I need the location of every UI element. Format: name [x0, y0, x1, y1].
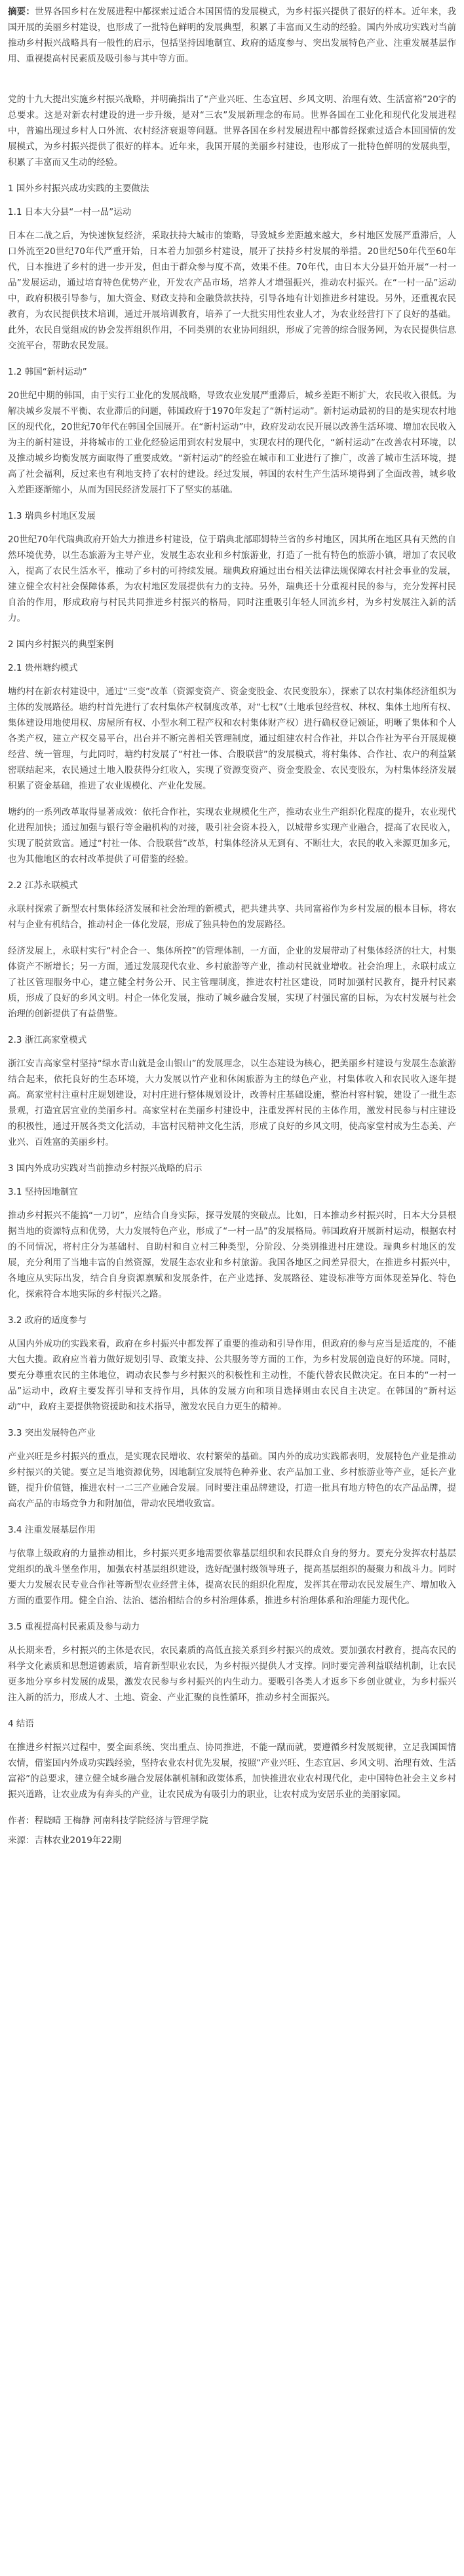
article-body — [8, 181, 456, 1802]
author-line: 作者：程晓晴 王梅静 河南科技学院经济与管理学院 — [8, 1816, 208, 1826]
intro-paragraph: 党的十九大提出实施乡村振兴战略，并明确指出了“产业兴旺、生态宜居、乡风文明、治理有效、生活富裕”20字的总要求。这是对新农村建设的进一步升级，是对“三农”发展新理念的布局。世界各国在工业化和现代化发展进程中，普遍出现过乡村人口外流、农村经济衰退等问题。世界各国在乡村发展进程中都曾经探索过适合本国国情的发展模式，为乡村振兴提供了很好的样本。近年来，我国开展的美丽乡村建设，也形成了一批特色鲜明的发展典型，积累了丰富而又生动的经验。 — [8, 94, 456, 168]
body-paragraph: 从长期来看，乡村振兴的主体是农民，农民素质的高低直接关系到乡村振兴的成效。要加强农村教育，提高农民的科学文化素质和思想道德素质，培育新型职业农民，为乡村振兴提供人才支撑。同时要完善利益联结机制，让农民更多地分享乡村发展的成果，激发农民参与乡村振兴的内生动力。要吸引各类人才返乡下乡创业就业，为乡村振兴注入新的活力，形成人才、土地、资金、产业汇聚的良性循环，推动乡村全面振兴。 — [8, 1645, 456, 1703]
body-paragraph: 20世纪70年代瑞典政府开始大力推进乡村建设，位于瑞典北部耶姆特兰省的乡村地区，因其所在地区具有天然的自然环境优势，以生态旅游为主导产业，发展生态农业和乡村旅游业，打造了一批有特色的旅游小镇，增加了农民收入，提高了农民生活水平，推动了乡村的可持续发展。瑞典政府通过出台相关法律法规保障农村社会事业的发展，建立健全农村社会保障体系，为农村地区发展提供有力的支持。另外，瑞典还十分重视村民的参与，充分发挥村民自治的作用，形成政府与村民共同推进乡村振兴的格局，同时注重吸引年轻人回流乡村，为乡村发展注入新的活力。 — [8, 534, 456, 624]
body-paragraph: 塘约的一系列改革取得显著成效：依托合作社，实现农业规模化生产，推动农业生产组织化程度的提升，农业现代化进程加快；通过加强与银行等金融机构的对接，吸引社会资本投入，以城带乡实现产业融合，提高了农民收入，实现了脱贫致富。通过“村社一体、合股联营”改革，村集体经济从无到有、不断壮大，农民的收入来源更加多元，也为其他地区的农村改革提供了可借鉴的经验。 — [8, 807, 456, 865]
body-paragraph: 塘约村在新农村建设中，通过“三变”改革（资源变资产、资金变股金、农民变股东），探索了以农村集体经济组织为主体的发展路径。塘约村首先进行了农村集体产权制度改革，对“七权”（土地承包经营权、林权、集体土地所有权、集体建设用地使用权、房屋所有权、小型水利工程产权和农村集体财产权）进行确权登记颁证，明晰了集体和个人各类产权，建立产权交易平台，出台并不断完善相关管理制度，通过组建农村合作社，并以合作社为平台开展规模经营、统一管理，与此同时，塘约村发展了“村社一体、合股联营”的发展模式，将村集体、合作社、农户的利益紧密联结起来，农民通过土地入股获得分红收入，实现了资源变资产、资金变股金、农民变股东，为村集体经济发展积累了资金基础，推进了农业规模化、产业化发展。 — [8, 686, 456, 791]
body-paragraph: 浙江安吉高家堂村坚持“绿水青山就是金山银山”的发展理念，以生态建设为核心，把美丽乡村建设与发展生态旅游结合起来，依托良好的生态环境，大力发展以竹产业和休闲旅游为主的绿色产业，村集体收入和农民收入逐年提高。高家堂村注重村庄规划建设，对村庄进行整体规划设计，改善村庄基础设施，整治村容村貌，建设了一批生态景观，打造宜居宜业的美丽乡村。高家堂村在美丽乡村建设中，注重发挥村民的主体作用，激发村民参与村庄建设的积极性，通过开展各类文化活动，丰富村民精神文化生活，形成了良好的乡风文明，使高家堂村成为生态美、产业兴、百姓富的美丽乡村。 — [8, 1058, 456, 1148]
section-heading: 2 国内乡村振兴的典型案例 — [8, 639, 114, 650]
section-heading: 3 国内外成功实践对当前推动乡村振兴战略的启示 — [8, 1163, 203, 1174]
subsection-heading: 1.1 日本大分县“一村一品”运动 — [8, 207, 132, 217]
subsection-heading: 3.2 政府的适度参与 — [8, 1315, 87, 1326]
body-paragraph: 推动乡村振兴不能搞“一刀切”，应结合自身实际，探寻发展的突破点。比如，日本推动乡村振兴时，日本大分县根据当地的资源特点和优势，大力发展特色产业，形成了“一村一品”的发展格局。韩国政府开展新村运动，根据农村的不同情况，将村庄分为基础村、自助村和自立村三种类型，分阶段、分类别推进村庄建设。瑞典乡村地区的发展，充分利用了当地丰富的自然资源，发展生态农业和乡村旅游。我国各地区之间差异很大，在推进乡村振兴中，各地应从实际出发，结合自身资源禀赋和发展条件，在产业选择、发展路径、建设标准等方面体现差异化、特色化，探索符合本地实际的乡村振兴之路。 — [8, 1210, 456, 1299]
abstract-text: 世界各国乡村在发展进程中都探索过适合本国国情的发展模式，为乡村振兴提供了很好的样本。近年来，我国开展的美丽乡村建设，也形成了一批特色鲜明的发展典型，积累了丰富而又生动的经验。国内外成功实践对当前推动乡村振兴战略具有一般性的启示，包括坚持因地制宜、政府的适度参与、突出发展特色产业、注重发展基层作用、重视提高村民素质及吸引参与其中等方面。 — [8, 7, 457, 64]
body-paragraph: 从国内外成功的实践来看，政府在乡村振兴中都发挥了重要的推动和引导作用，但政府的参与应当是适度的，不能大包大揽。政府应当着力做好规划引导、政策支持、公共服务等方面的工作，为乡村发展创造良好的环境。同时，要充分尊重农民的主体地位，调动农民参与乡村振兴的积极性和主动性，不能代替农民做决定。在日本的“一村一品”运动中，政府主要发挥引导和支持作用，具体的发展方向和项目选择则由农民自主决定。在韩国的“新村运动”中，政府主要提供物资援助和技术指导，激发农民自力更生的精神。 — [8, 1339, 456, 1412]
subsection-heading: 3.3 突出发展特色产业 — [8, 1428, 96, 1438]
body-paragraph: 永联村探索了新型农村集体经济发展和社会治理的新模式，把共建共享、共同富裕作为乡村发展的根本目标，将农村与企业有机结合，推动村企一体化发展，形成了独具特色的发展路径。 — [8, 904, 456, 930]
body-paragraph: 产业兴旺是乡村振兴的重点，是实现农民增收、农村繁荣的基础。国内外的成功实践都表明，发展特色产业是推动乡村振兴的关键。要立足当地资源优势，因地制宜发展特色种养业、农产品加工业、乡村旅游业等产业，延长产业链，提升价值链，推进农村一二三产业融合发展。同时要注重品牌建设，打造一批具有地方特色的农产品品牌，提高农产品的市场竞争力和附加值，带动农民增收致富。 — [8, 1451, 456, 1509]
body-paragraph: 与依靠上级政府的力量推动相比，乡村振兴更多地需要依靠基层组织和农民群众自身的努力。要充分发挥农村基层党组织的战斗堡垒作用，加强农村基层组织建设，选好配强村级领导班子，提高基层组织的凝聚力和战斗力。同时要大力发展农民专业合作社等新型农业经营主体，提高农民的组织化程度，发挥其在带动农民发展生产、增加收入方面的重要作用。健全自治、法治、德治相结合的乡村治理体系，推进乡村治理体系和治理能力现代化。 — [8, 1548, 456, 1606]
body-paragraph: 经济发展上，永联村实行“村企合一、集体所控”的管理体制，一方面，企业的发展带动了村集体经济的壮大，村集体资产不断增长；另一方面，通过发展现代农业、乡村旅游等产业，推动村民就业增收。社会治理上，永联村成立了社区管理服务中心，建立健全村务公开、民主管理制度，推进农村社区建设，同时加强村民教育，提升村民素质，形成了良好的乡风文明。村企一体化发展，推动了城乡融合发展，实现了村强民富的目标，为农村发展与社会治理的创新提供了有益借鉴。 — [8, 946, 456, 1019]
subsection-heading: 1.3 瑞典乡村地区发展 — [8, 511, 96, 521]
subsection-heading: 3.4 注重发展基层作用 — [8, 1525, 96, 1535]
subsection-heading: 3.5 重视提高村民素质及参与动力 — [8, 1622, 140, 1632]
section-heading: 1 国外乡村振兴成功实践的主要做法 — [8, 183, 149, 194]
subsection-heading: 1.2 韩国“新村运动” — [8, 367, 87, 377]
subsection-heading: 2.3 浙江高家堂模式 — [8, 1035, 87, 1045]
body-paragraph: 在推进乡村振兴过程中，要全面系统、突出重点、协同推进，不能一蹴而就，要遵循乡村发展规律，立足我国国情农情，借鉴国内外成功实践经验，坚持农业农村优先发展，按照“产业兴旺、生态宜居、乡风文明、治理有效、生活富裕”的总要求，建立健全城乡融合发展体制机制和政策体系，加快推进农业农村现代化，走中国特色社会主义乡村振兴道路，让农业成为有奔头的产业，让农民成为有吸引力的职业，让农村成为安居乐业的美丽家园。 — [8, 1742, 456, 1800]
section-heading: 4 结语 — [8, 1719, 34, 1729]
source-line: 来源：吉林农业2019年22期 — [8, 1835, 122, 1846]
body-paragraph: 20世纪中期的韩国，由于实行工业化的发展战略，导致农业发展严重滞后，城乡差距不断扩大，农民收入很低。为解决城乡发展不平衡、农业滞后的问题，韩国政府于1970年发起了“新村运动”。新村运动最初的目的是实现农村地区的现代化，20世纪70年代在韩国全国展开。在“新村运动”中，政府发动农民开展以改善生活环境、增加农民收入为主的新村建设，并将城市的工业化经验运用到农村发展中，实现农村的现代化，“新村运动”在改善农村环境，以及推动城乡均衡发展方面取得了重要成效。“新村运动”的经验在城市和工业进行了推广，改善了城市生活环境，提高了社会福利，反过来也有利地支持了农村的建设。经过发展，韩国的农村生产生活环境得到了全面改善，城乡收入差距逐渐缩小，从而为国民经济发展打下了坚实的基础。 — [8, 390, 456, 495]
subsection-heading: 3.1 坚持因地制宜 — [8, 1187, 78, 1197]
abstract-label: 摘要： — [8, 7, 35, 17]
subsection-heading: 2.2 江苏永联模式 — [8, 880, 78, 891]
body-paragraph: 日本在二战之后，为快速恢复经济，采取扶持大城市的策略，导致城乡差距越来越大，乡村地区发展严重滞后，人口外流至20世纪70年代严重开始，日本着力加强乡村建设，展开了扶持乡村发展的举措。20世纪50年代至60年代，日本推进了乡村的进一步开发，但由于群众参与度不高，效果不佳。70年代，由日本大分县开始开展“一村一品”发展运动，通过培育特色优势产业，开发农产品市场，培养人才增强振兴，推动农村振兴。在“一村一品”运动中，政府积极引导参与，加大资金、财政支持和金融贷款扶持，引导各地有计划推进乡村建设。另外，还重视农民教育，为农民提供技术培训，通过开展培训教育，培养了一大批实用性农业人才，为农业经营打下了良好的基础。此外，农民自觉组成的协会发挥组织作用，不同类别的农业协同组织，形成了完善的综合服务网，为农民提供信息交流平台，帮助农民发展。 — [8, 231, 456, 351]
subsection-heading: 2.1 贵州塘约模式 — [8, 663, 78, 673]
abstract — [8, 4, 456, 67]
